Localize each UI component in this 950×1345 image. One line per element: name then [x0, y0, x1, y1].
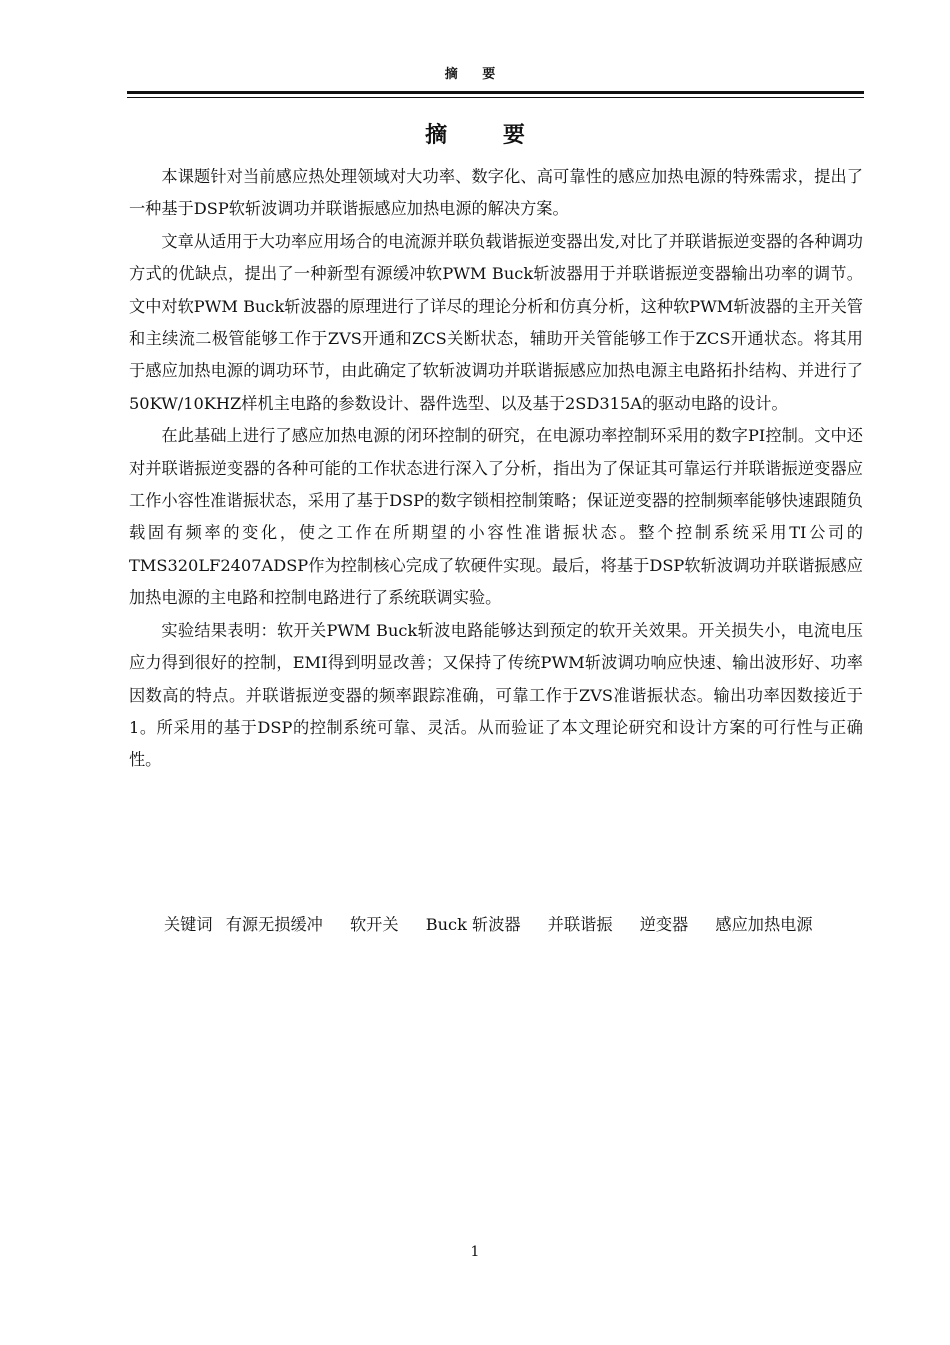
- keywords-line: [164, 912, 864, 938]
- abstract-paragraph-1: 本课题针对当前感应热处理领域对大功率、数字化、高可靠性的感应加热电源的特殊需求，提出了一种基于DSP软斩波调功并联谐振感应加热电源的解决方案。: [129, 167, 863, 219]
- keyword-3: Buck 斩波器: [425, 915, 521, 934]
- keyword-4: 并联谐振: [547, 915, 613, 934]
- header-rule-thick: [127, 91, 864, 94]
- page-number: 1: [470, 1244, 480, 1260]
- abstract-paragraph-3: 在此基础上进行了感应加热电源的闭环控制的研究，在电源功率控制环采用的数字PI控制。文中还对并联谐振逆变器的各种可能的工作状态进行深入了分析，指出为了保证其可靠运行并联谐振逆变器应工作小容性准谐振状态，采用了基于DSP的数字锁相控制策略；保证逆变器的控制频率能够快速跟随负载固有频率的变化，使之工作在所期望的小容性准谐振状态。整个控制系统采用TI公司的TMS320LF2407ADSP作为控制核心完成了软硬件实现。最后，将基于DSP软斩波调功并联谐振感应加热电源的主电路和控制电路进行了系统联调实验。: [129, 426, 863, 608]
- keywords-label: 关键词: [164, 915, 213, 934]
- keyword-6: 感应加热电源: [715, 915, 813, 934]
- abstract-paragraph-4: 实验结果表明：软开关PWM Buck斩波电路能够达到预定的软开关效果。开关损失小，电流电压应力得到很好的控制，EMI得到明显改善；又保持了传统PWM斩波调功响应快速、输出波形好、功率因数高的特点。并联谐振逆变器的频率跟踪准确，可靠工作于ZVS准谐振状态。输出功率因数接近于1。所采用的基于DSP的控制系统可靠、灵活。从而验证了本文理论研究和设计方案的可行性与正确性。: [129, 620, 863, 770]
- abstract-paragraph-2: 文章从适用于大功率应用场合的电流源并联负载谐振逆变器出发,对比了并联谐振逆变器的各种调功方式的优缺点，提出了一种新型有源缓冲软PWM Buck斩波器用于并联谐振逆变器输出功率的调节。文中对软PWM Buck斩波器的原理进行了详尽的理论分析和仿真分析，这种软PWM斩波器的主开关管和主续流二极管能够工作于ZVS开通和ZCS关断状态，辅助开关管能够工作于ZCS开通状态。将其用于感应加热电源的调功环节，由此确定了软斩波调功并联谐振感应加热电源主电路拓扑结构、并进行了50KW/10KHZ样机主电路的参数设计、器件选型、以及基于2SD315A的驱动电路的设计。: [129, 231, 863, 413]
- abstract-title: 摘 要: [425, 122, 549, 148]
- keyword-1: 有源无损缓冲: [225, 915, 323, 934]
- header-rule-thin: [127, 97, 864, 98]
- abstract-body: [129, 161, 863, 777]
- running-header: 摘 要: [444, 67, 506, 82]
- keyword-2: 软开关: [350, 915, 399, 934]
- keyword-5: 逆变器: [639, 915, 689, 934]
